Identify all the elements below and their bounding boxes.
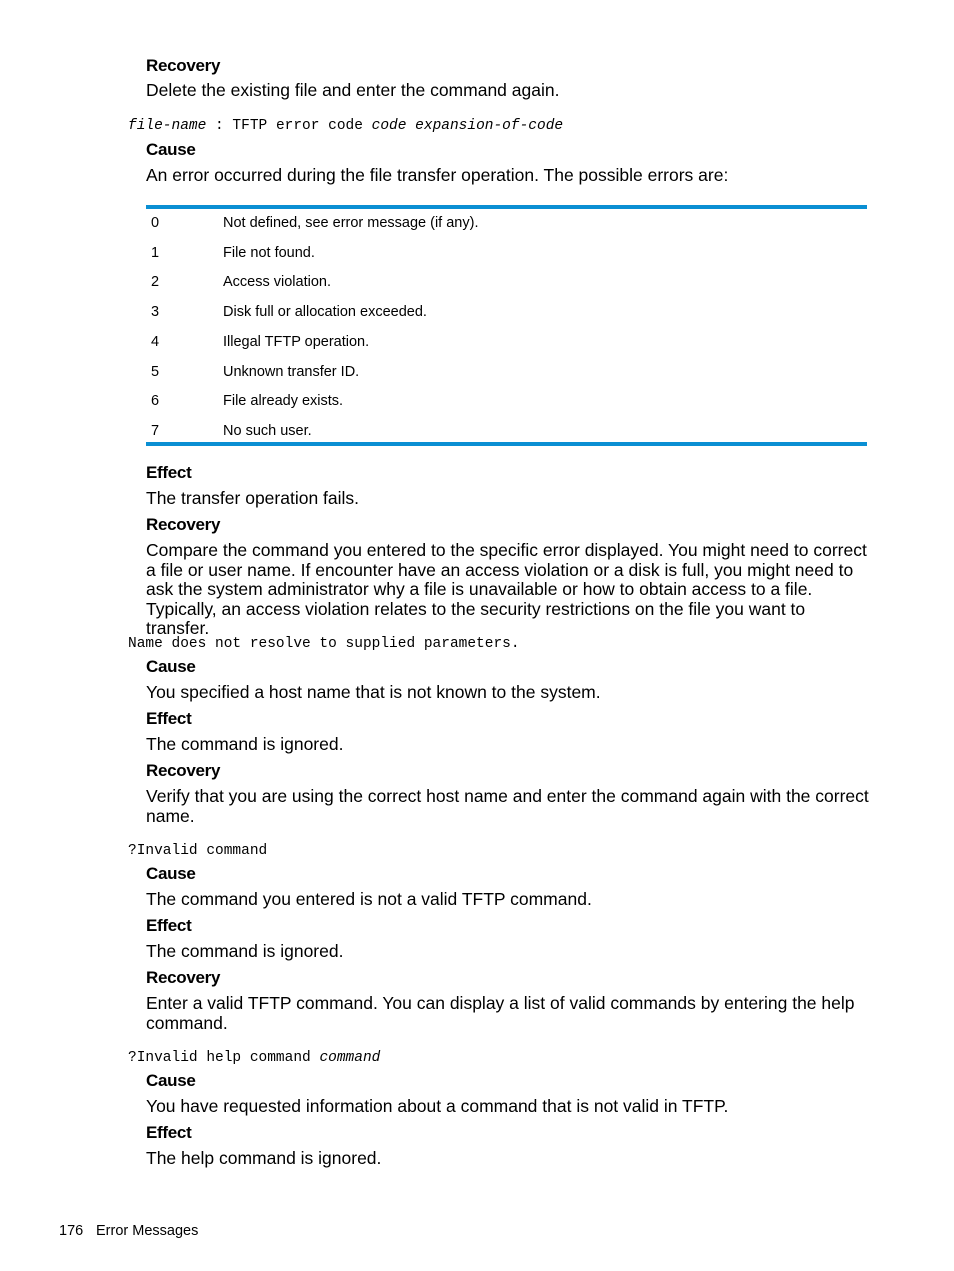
error-code-cell: 5 (151, 363, 160, 380)
effect-text: The transfer operation fails. (146, 488, 360, 508)
recovery-text: Delete the existing file and enter the command again. (146, 80, 560, 100)
cause-heading: Cause (146, 140, 196, 159)
error-message-code: Name does not resolve to supplied parameters. (128, 636, 520, 652)
error-description-cell: Illegal TFTP operation. (223, 333, 370, 350)
table-row (146, 209, 867, 239)
error-description-cell: File already exists. (223, 393, 344, 410)
effect-heading: Effect (146, 463, 192, 482)
recovery-text: Enter a valid TFTP command. You can display a list of valid commands by entering the help command. (146, 993, 855, 1033)
cause-heading: Cause (146, 1071, 196, 1090)
code-variable: expansion-of-code (415, 118, 564, 134)
cause-text: You specified a host name that is not known to the system. (146, 682, 601, 702)
recovery-heading: Recovery (146, 56, 221, 75)
effect-heading: Effect (146, 1123, 192, 1142)
footer-section-title: Error Messages (96, 1223, 199, 1239)
error-code-cell: 1 (151, 244, 160, 261)
error-code-cell: 2 (151, 274, 160, 291)
table-row (146, 298, 867, 328)
code-literal: : TFTP error code (206, 118, 372, 134)
cause-heading: Cause (146, 657, 196, 676)
cause-heading: Cause (146, 864, 196, 883)
effect-text: The help command is ignored. (146, 1148, 382, 1168)
effect-text: The command is ignored. (146, 734, 344, 754)
cause-text: You have requested information about a command that is not valid in TFTP. (146, 1096, 729, 1116)
error-message-code: ?Invalid command (128, 843, 268, 859)
cause-text: An error occurred during the file transfer operation. The possible errors are: (146, 165, 729, 185)
error-code-cell: 0 (151, 215, 160, 231)
error-description-cell: No such user. (223, 422, 312, 439)
code-literal: ?Invalid help command (128, 1050, 320, 1066)
error-description-cell: Unknown transfer ID. (223, 363, 360, 380)
recovery-heading: Recovery (146, 968, 221, 987)
recovery-heading: Recovery (146, 761, 221, 780)
error-description-cell: Disk full or allocation exceeded. (223, 304, 427, 321)
effect-text: The command is ignored. (146, 941, 344, 961)
error-code-cell: 7 (151, 422, 160, 439)
error-codes-table (146, 209, 867, 442)
code-variable: file-name (128, 118, 207, 134)
error-description-cell: File not found. (223, 244, 315, 261)
error-code-cell: 3 (151, 304, 160, 321)
error-message-code (128, 1049, 380, 1067)
table-row (146, 387, 867, 417)
table-row (146, 328, 867, 358)
error-description-cell: Access violation. (223, 274, 331, 291)
effect-heading: Effect (146, 916, 192, 935)
table-row (146, 239, 867, 269)
recovery-text: Compare the command you entered to the specific error displayed. You might need to correct a file or user name. If encounter have an access violation or a disk is full, you might need to ask the system administrator why a file is unavailable or how to obtain access to a file. Typically, an access violation relates to the security restrictions on the file you want to transfer. (146, 540, 867, 638)
error-description-cell: Not defined, see error message (if any). (223, 215, 479, 231)
error-message-code (128, 117, 563, 135)
recovery-heading: Recovery (146, 515, 221, 534)
cause-text: The command you entered is not a valid TFTP command. (146, 889, 592, 909)
code-variable: code (371, 118, 407, 134)
page-number: 176 (59, 1223, 84, 1239)
effect-heading: Effect (146, 709, 192, 728)
error-code-cell: 6 (151, 393, 160, 410)
table-row (146, 358, 867, 388)
recovery-text: Verify that you are using the correct host name and enter the command again with the correct name. (146, 786, 869, 826)
code-variable: command (319, 1050, 381, 1066)
error-code-cell: 4 (151, 333, 160, 350)
table-bottom-rule (146, 442, 867, 446)
table-row (146, 268, 867, 298)
